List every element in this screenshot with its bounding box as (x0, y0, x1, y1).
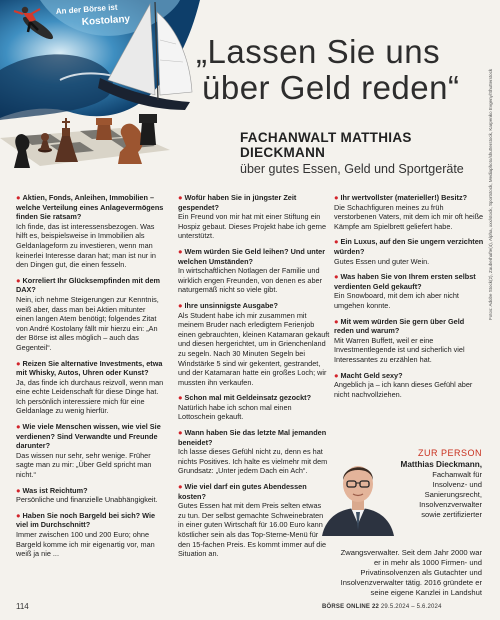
qa-item (16, 359, 164, 417)
answer: Persönliche und finanzielle Unabhängigkeit. (16, 495, 158, 505)
answer: Natürlich habe ich schon mal einen Lottoschein gekauft. (178, 402, 292, 422)
bullet-icon: ● (16, 193, 21, 202)
person-line: Insolvenzverwalter (419, 500, 482, 509)
question: ● Ihre unsinnigste Ausgabe? (178, 300, 278, 310)
answer: Ja, das finde ich durchaus reizvoll, wenn man eine echte Leidenschaft für diese Dinge hat. Ich persönlich interessiere mich für eine Geldanlage zu wenig hierfür. (16, 377, 164, 416)
person-box (372, 448, 482, 520)
qa-item (16, 511, 164, 559)
answer: Die Schachfiguren meines zu früh verstorbenen Vaters, mit dem ich mir oft heiße Kämpfe am Spielbrett geliefert habe. (334, 202, 484, 231)
person-tag: ZUR PERSON (417, 448, 482, 458)
answer: Gutes Essen und guter Wein. (334, 256, 430, 266)
interview-column-2 (178, 193, 330, 565)
sail-text-2: Kostolany (81, 13, 131, 28)
qa-item (334, 371, 484, 400)
footer-source (322, 604, 442, 610)
bullet-icon: ● (16, 358, 21, 368)
footer-source-title: BÖRSE ONLINE 22 (322, 604, 380, 610)
answer: Gutes Essen hat mit dem Preis selten etwas zu tun. Der selbst gemachte Schweinebraten in einer guten Wirtschaft für 16.00 Euro kann köstlicher sein als das Top-Sterne-Menü für den 15-fachen Preis. Es kommt immer auf die Situation an. (178, 501, 327, 559)
bullet-icon: ● (178, 428, 183, 438)
page-number: 114 (16, 602, 29, 611)
qa-item (334, 272, 484, 310)
qa-item (178, 428, 330, 476)
bullet-icon: ● (334, 370, 339, 380)
person-bio: Zwangsverwalter. Seit dem Jahr 2000 war er in mehr als 1000 Firmen- und Privatinsolvenzen als Gutachter und Insolvenzverwalter tätig. 2016 gründete er seine eigene Kanzlei in Landshut (340, 548, 482, 597)
qa-item (16, 422, 164, 480)
bullet-icon: ● (178, 246, 183, 256)
question: ● Macht Geld sexy? (334, 370, 403, 380)
answer: Mit Warren Buffett, weil er eine Investmentlegende ist und sicherlich viel Interessantes zu erzählen hat. (334, 335, 465, 364)
qa-item (178, 393, 330, 422)
title-line-1: „Lassen Sie uns (196, 33, 441, 70)
question: ● Wie viel darf ein gutes Abendessen kosten? (178, 482, 307, 501)
qa-item (334, 317, 484, 365)
interview-column-1 (16, 193, 164, 565)
qa-item (178, 247, 330, 295)
question: ● Wem würden Sie Geld leihen? Und unter welchen Umständen? (178, 246, 326, 266)
byline-name: FACHANWALT MATTHIAS DIECKMANN (240, 130, 412, 160)
person-line: Insolvenz- und (432, 480, 482, 489)
question: ● Wann haben Sie das letzte Mal jemanden beneidet? (178, 428, 327, 447)
answer: In wirtschaftlichen Notlagen der Familie und wirklich engen Freunden, von denen es aber naturgemäß nicht so viele gibt. (178, 266, 323, 295)
qa-item (178, 193, 330, 241)
page-title (196, 34, 496, 106)
question: ● Ihr wertvollster (materieller!) Besitz? (334, 193, 468, 202)
answer: Als Student habe ich mir zusammen mit meinem Bruder nach erledigtem Ferienjob einen gebrauchten, kleinen Katamaran gekauft und diesen hergerichtet, um in Grienchenland zu segeln. Nach 30 Minuten Segeln bei Windstärke 5 sind wir gekentert, gestrandet, und der Katamaran hatte ein großes Loch; wir mussten ihn verkaufen. (178, 310, 330, 387)
interview-column-3 (334, 193, 484, 405)
bullet-icon: ● (178, 482, 183, 492)
qa-item (16, 276, 164, 353)
bullet-icon: ● (16, 485, 21, 495)
answer: Ich lasse dieses Gefühl nicht zu, denn es hat nichts Positives. Ich halte es vielmehr mit dem Grundsatz: „Unter jedem Dach ein Ach“. (178, 447, 328, 476)
qa-item (16, 193, 164, 270)
question: ● Aktien, Fonds, Anleihen, Immobilien – welche Verteilung eines Anlagevermögens finden Sie ratsam? (16, 193, 164, 222)
bullet-icon: ● (178, 393, 183, 403)
question: ● Reizen Sie alternative Investments, etwa mit Whisky, Autos, Uhren oder Kunst? (16, 358, 163, 378)
question: ● Wofür haben Sie in jüngster Zeit gespendet? (178, 193, 297, 212)
answer: Ein Freund von mir hat mit einer Stiftung ein Hospiz gebaut. Dieses Projekt habe ich gerne unterstützt. (178, 212, 327, 241)
question: ● Was ist Reichtum? (16, 485, 88, 495)
byline-subtitle: über gutes Essen, Geld und Sportgeräte (240, 162, 464, 176)
bullet-icon: ● (334, 237, 339, 247)
sail-text: An der Börse ist (55, 2, 118, 16)
question: ● Korreliert Ihr Glücksempfinden mit dem DAX? (16, 275, 160, 295)
question: ● Mit wem würden Sie gern über Geld reden und warum? (334, 316, 465, 336)
qa-item (16, 486, 164, 505)
question: ● Was haben Sie von Ihrem ersten selbst verdienten Geld gekauft? (334, 272, 476, 291)
qa-item (178, 482, 330, 559)
footer-source-date: 29.5.2024 – 5.6.2024 (380, 604, 442, 610)
person-name: Matthias Dieckmann, (400, 460, 482, 469)
bullet-icon: ● (16, 275, 21, 285)
person-line: Sanierungsrecht, (424, 490, 482, 499)
answer: Ein Snowboard, mit dem ich aber nicht umgehen konnte. (334, 291, 459, 310)
bullet-icon: ● (16, 422, 21, 432)
question: ● Schon mal mit Geldeinsatz gezockt? (178, 393, 312, 403)
photo-credit: Fotos: Adobe Stock(2), Zauberhafte(4), Alpha, xxx/stock, Sportstock, Mediaphoto/shutterstock, Karpenko Evgeny/Shutterstock (488, 68, 493, 320)
question: ● Haben Sie noch Bargeld bei sich? Wie viel im Durchschnitt? (16, 510, 156, 530)
bullet-icon: ● (178, 300, 183, 310)
answer: Nein, ich nehme Steigerungen zur Kenntnis, weiß aber, dass man bei Aktien mitunter einen langen Atem benötigt; folgendes Zitat von André Kostolany fällt mir hierzu ein: „An der Börse ist alles möglich – auch das Gegenteil“. (16, 294, 159, 352)
bullet-icon: ● (178, 193, 183, 202)
question: ● Ein Luxus, auf den Sie ungern verzichten würden? (334, 237, 484, 256)
answer: Angeblich ja – ich kann dieses Gefühl aber nicht nachvollziehen. (334, 380, 473, 399)
title-line-2: über Geld reden“ (202, 69, 460, 106)
answer: Das wissen nur sehr, sehr wenige. Früher sagte man zu mir: „Über Geld spricht man nicht.“ (16, 450, 152, 480)
bullet-icon: ● (334, 272, 339, 282)
bullet-icon: ● (334, 193, 339, 202)
answer: Ich finde, das ist interessensbezogen. Was hilft es, beispielsweise in Immobilien als Geldanlageform zu investieren, wenn man keinerlei Interesse daran hat; man ist nur in den Dingen gut, die einen fesseln. (16, 221, 156, 270)
person-line: sowie zertifizierter (421, 510, 482, 519)
bullet-icon: ● (16, 510, 21, 520)
byline (240, 130, 495, 176)
bullet-icon: ● (334, 316, 339, 326)
question: ● Wie viele Menschen wissen, wie viel Sie verdienen? Sind Verwandte und Freunde darunter? (16, 422, 161, 451)
answer: Immer zwischen 100 und 200 Euro; ohne Bargeld komme ich mir eigenartig vor, man weiß ja nie ... (16, 530, 155, 559)
qa-item (178, 301, 330, 387)
person-line: Fachanwalt für (432, 470, 482, 479)
qa-item (334, 237, 484, 266)
qa-item (334, 193, 484, 231)
